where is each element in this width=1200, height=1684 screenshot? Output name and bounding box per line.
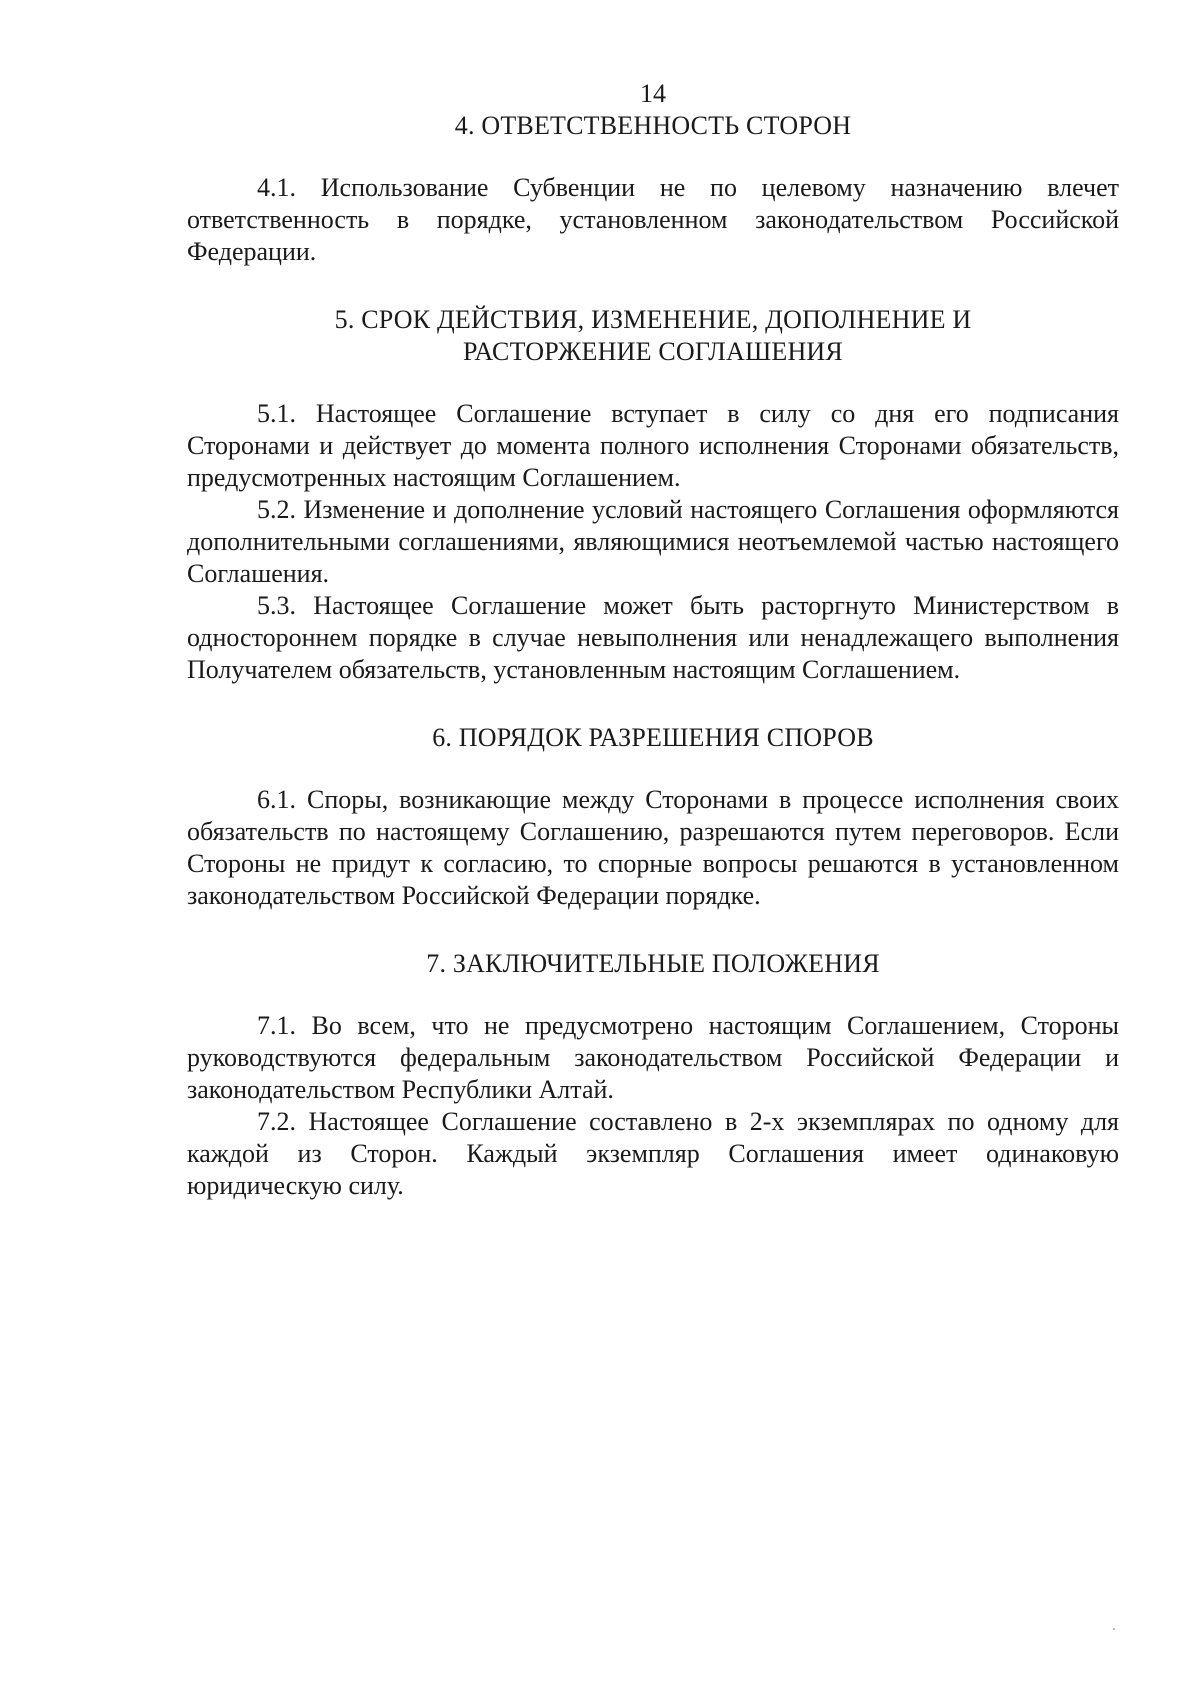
- spacer: [187, 686, 1119, 722]
- paragraph-5-1: 5.1. Настоящее Соглашение вступает в силу со дня его подписания Сторонами и действует до момента полного исполнения Сторонами обязательств, предусмотренных настоящим Соглашением.: [187, 399, 1119, 492]
- spacer: [187, 268, 1119, 304]
- spacer: [187, 142, 1119, 172]
- page-number: 14: [640, 79, 666, 108]
- spacer: [187, 980, 1119, 1010]
- section-heading: 6. ПОРЯДОК РАЗРЕШЕНИЯ СПОРОВ: [432, 723, 874, 752]
- section-heading: 7. ЗАКЛЮЧИТЕЛЬНЫЕ ПОЛОЖЕНИЯ: [426, 949, 880, 978]
- paragraph-7-1: 7.1. Во всем, что не предусмотрено настоящим Соглашением, Стороны руководствуются федеральным законодательством Российской Федерации и законодательством Республики Алтай.: [187, 1011, 1119, 1104]
- section-4: [187, 110, 1119, 268]
- section-heading-line-1: 5. СРОК ДЕЙСТВИЯ, ИЗМЕНЕНИЕ, ДОПОЛНЕНИЕ И: [334, 305, 972, 334]
- page-content: [187, 78, 1119, 1202]
- section-5: [187, 304, 1119, 686]
- spacer: [187, 754, 1119, 784]
- section-heading: 4. ОТВЕТСТВЕННОСТЬ СТОРОН: [454, 111, 852, 140]
- paragraph-4-1: 4.1. Использование Субвенции не по целевому назначению влечет ответственность в порядке, установленном законодательством Российской Федерации.: [187, 173, 1119, 266]
- spacer: [187, 368, 1119, 398]
- section-heading-line-2: РАСТОРЖЕНИЕ СОГЛАШЕНИЯ: [463, 337, 843, 366]
- paragraph-7-2: 7.2. Настоящее Соглашение составлено в 2-х экземплярах по одному для каждой из Сторон. Каждый экземпляр Соглашения имеет одинаковую юридическую силу.: [187, 1107, 1119, 1200]
- paragraph-5-2: 5.2. Изменение и дополнение условий настоящего Соглашения оформляются дополнительными соглашениями, являющимися неотъемлемой частью настоящего Соглашения.: [187, 495, 1119, 588]
- section-6: [187, 722, 1119, 912]
- section-7: [187, 948, 1119, 1202]
- paragraph-6-1: 6.1. Споры, возникающие между Сторонами в процессе исполнения своих обязательств по настоящему Соглашению, разрешаются путем переговоров. Если Стороны не придут к согласию, то спорные вопросы решаются в установленном законодательством Российской Федерации порядке.: [187, 785, 1119, 910]
- scan-speck: [1113, 1628, 1115, 1630]
- paragraph-5-3: 5.3. Настоящее Соглашение может быть расторгнуто Министерством в одностороннем порядке в случае невыполнения или ненадлежащего выполнения Получателем обязательств, установленным настоящим Соглашением.: [187, 591, 1119, 684]
- spacer: [187, 912, 1119, 948]
